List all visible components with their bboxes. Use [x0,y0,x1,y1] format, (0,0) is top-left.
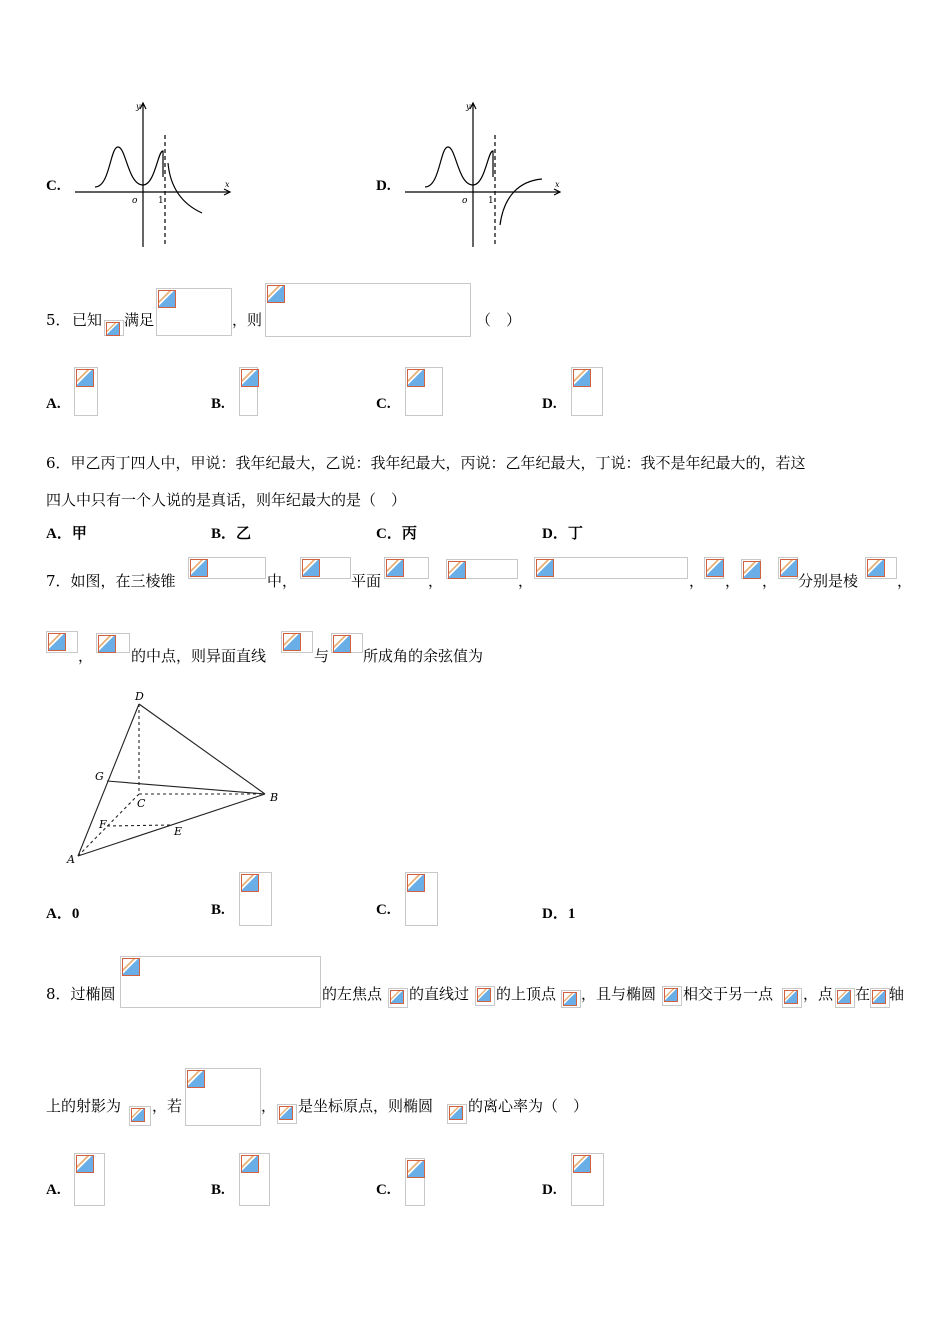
q7-vertex-a: A [67,853,75,866]
q7-comma: ， [897,572,913,590]
q8-formula-image [185,1068,261,1126]
q8-formula-image [277,1104,297,1124]
q8-option-d-image [571,1153,604,1206]
q7-comma: ， [689,572,705,590]
q7-formula-image [704,557,724,579]
q4c-x-label: x [225,180,230,189]
q7-option-a: A．0 [46,906,80,922]
q8-option-d-label: D. [542,1182,557,1198]
q4-graph-d [400,95,570,255]
q8-text-4: ，且与椭圆 [581,985,657,1003]
q6-option-a: A．甲 [46,526,87,542]
q4d-x-label: x [555,180,560,189]
q7-option-b-label: B. [211,902,225,918]
q8-formula-image [129,1106,151,1126]
q5-option-c-label: C. [376,396,391,412]
q4d-one-label: 1 [488,196,494,206]
q7-formula-image [96,633,130,653]
q8-formula-image [870,988,890,1008]
q8-formula-image [388,988,408,1008]
q5-formula-image [156,288,232,336]
q7-option-b-image [239,872,272,926]
q8-text-8: 轴 [889,985,905,1003]
q5-number: 5． [46,311,71,329]
q8-text-5: 相交于另一点 [683,985,774,1003]
q8-option-a-image [74,1153,105,1206]
q8-formula-image [662,986,682,1006]
q5-option-a-label: A. [46,396,61,412]
q4c-y-label: y [136,102,141,111]
q7-formula-image [778,557,798,579]
q7-text-pingmian: 平面 [351,572,382,590]
q8-option-a-label: A. [46,1182,61,1198]
q5-option-b-image [239,367,258,416]
q5-text-ze: ，则 [232,311,263,329]
q8-intro: 8．过椭圆 [46,985,116,1003]
q5-text-manzu: 满足 [124,311,155,329]
q7-vertex-g: G [95,770,104,783]
q6-option-d: D．丁 [542,526,583,542]
q7-formula-image [300,557,351,579]
q7-comma: ， [78,647,94,665]
q8-formula-image [475,986,495,1006]
q5-option-d-label: D. [542,396,557,412]
q7-formula-image [331,633,363,653]
q5-option-c-image [405,367,443,416]
q6-line-1: 6．甲乙丙丁四人中，甲说：我年纪最大，乙说：我年纪最大，丙说：乙年纪最大，丁说：我不是年纪最大的，若这 [46,454,806,472]
q4c-origin-label: o [132,196,138,206]
q8-formula-image [120,956,321,1008]
q4-option-c-label: C. [46,178,61,194]
q5-formula-image [104,320,124,336]
q7-intro: 7．如图，在三棱锥 [46,572,176,590]
q8-formula-image [782,988,802,1008]
q7-vertex-e: E [174,825,183,838]
q7-vertex-d: D [135,690,144,703]
q5-option-a-image [74,367,98,416]
q7-option-c-label: C. [376,902,391,918]
q7-comma: ， [428,572,444,590]
q8-option-b-label: B. [211,1182,225,1198]
q4-graph-c [70,95,240,255]
q8-text-11: ， [261,1097,277,1115]
q8-option-b-image [239,1153,270,1206]
q7-tetrahedron-figure [60,685,290,870]
q7-formula-image [446,559,518,579]
q8-text-6: ，点 [803,985,834,1003]
q6-option-c: C．丙 [376,526,417,542]
q4c-one-label: 1 [158,196,164,206]
q7-text-yu: 与 [314,647,330,665]
q7-formula-image [534,557,688,579]
q5-bracket: （ ） [476,311,522,329]
q8-text-13: 的离心率为（ ） [468,1097,589,1115]
q5-text-yizhi: 已知 [72,311,103,329]
q8-option-c-image [405,1158,425,1206]
q4d-y-label: y [466,102,471,111]
q6-option-b: B．乙 [211,526,252,542]
q8-text-2: 的直线过 [409,985,470,1003]
q7-comma: ， [725,572,741,590]
q7-vertex-c: C [137,797,146,810]
q8-text-7: 在 [855,985,871,1003]
q8-formula-image [835,988,855,1008]
q8-text-3: 的上顶点 [496,985,557,1003]
q8-text-1: 的左焦点 [322,985,383,1003]
q8-formula-image [447,1104,467,1124]
q7-text-zhongdian: 的中点，则异面直线 [131,647,267,665]
q7-formula-image [188,557,266,579]
q7-formula-image [281,631,313,653]
q6-line-2: 四人中只有一个人说的是真话，则年纪最大的是（ ） [46,491,407,509]
q8-text-9: 上的射影为 [46,1097,122,1115]
q5-option-b-label: B. [211,396,225,412]
q5-option-d-image [571,367,603,416]
q7-option-c-image [405,872,438,926]
q7-formula-image [46,631,78,653]
q7-comma: ， [518,572,534,590]
q7-comma: ， [762,572,778,590]
q4-option-d-label: D. [376,178,391,194]
q8-text-12: 是坐标原点，则椭圆 [298,1097,434,1115]
q8-formula-image [561,990,581,1008]
q7-vertex-b: B [270,791,279,804]
q7-formula-image [384,557,429,579]
q5-formula-image [265,283,471,337]
q7-text-suocheng: 所成角的余弦值为 [363,647,484,665]
q8-text-10: ，若 [152,1097,183,1115]
q7-option-d: D．1 [542,906,576,922]
q7-text-zhong: 中， [267,572,298,590]
q7-vertex-f: F [99,818,107,831]
q7-formula-image [741,559,761,579]
q7-text-fenbie: 分别是棱 [798,572,859,590]
q8-option-c-label: C. [376,1182,391,1198]
q4d-origin-label: o [462,196,468,206]
q7-formula-image [865,557,897,579]
